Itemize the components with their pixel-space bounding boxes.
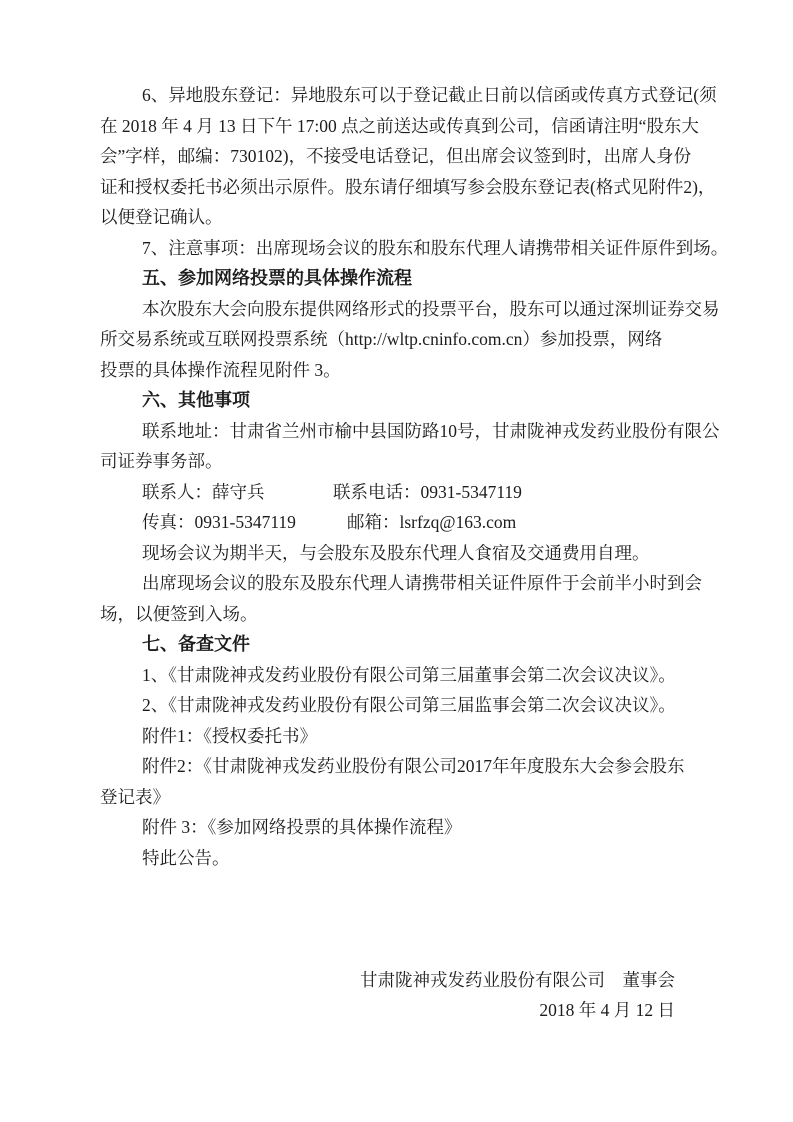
text-line: 6、异地股东登记：异地股东可以于登记截止日前以信函或传真方式登记(须 [142, 85, 717, 105]
section-heading: 五、参加网络投票的具体操作流程 [142, 268, 412, 288]
text-line: 场，以便签到入场。 [100, 603, 258, 624]
blank-line [100, 873, 698, 904]
text-line: 本次股东大会向股东提供网络形式的投票平台，股东可以通过深圳证券交易 [142, 298, 720, 319]
text-line: 特此公告。 [142, 847, 230, 868]
text-line: 附件1：《授权委托书》 [142, 725, 317, 746]
contact-field-left: 传真：0931-5347119 [142, 512, 296, 532]
text-line: 附件 3：《参加网络投票的具体操作流程》 [142, 817, 462, 837]
contact-field-right: 邮箱：lsrfzq@163.com [347, 512, 517, 532]
text-line [100, 507, 698, 538]
blank-line [100, 904, 698, 935]
text-line: 登记表》 [100, 786, 170, 807]
text-line [100, 477, 698, 508]
text-line: 7、注意事项：出席现场会议的股东和股东代理人请携带相关证件原件到场。 [142, 237, 729, 258]
text-line: 2、《甘肃陇神戎发药业股份有限公司第三届监事会第二次会议决议》。 [142, 695, 676, 715]
text-line: 现场会议为期半天，与会股东及股东代理人食宿及交通费用自理。 [142, 542, 650, 563]
signature-date: 2018 年 4 月 12 日 [539, 1000, 675, 1020]
section-heading: 六、其他事项 [142, 390, 250, 410]
text-line: 投票的具体操作流程见附件 3。 [100, 359, 341, 380]
section-heading: 七、备查文件 [142, 634, 250, 654]
body-lines [100, 80, 729, 965]
text-line: 所交易系统或互联网投票系统（http://wltp.cninfo.com.cn）参加投票，网络 [100, 329, 663, 349]
text-line: 以便登记确认。 [100, 207, 223, 227]
blank-line [100, 934, 698, 965]
signature-company: 甘肃陇神戎发药业股份有限公司 董事会 [360, 969, 675, 990]
contact-field-right: 联系电话：0931-5347119 [333, 481, 522, 502]
text-line: 1、《甘肃陇神戎发药业股份有限公司第三届董事会第二次会议决议》。 [142, 664, 676, 685]
text-line: 出席现场会议的股东及股东代理人请携带相关证件原件于会前半小时到会 [142, 573, 702, 593]
text-line: 司证券事务部。 [100, 451, 223, 471]
text-line: 联系地址：甘肃省兰州市榆中县国防路10号，甘肃陇神戎发药业股份有限公 [142, 420, 720, 441]
text-line: 证和授权委托书必须出示原件。股东请仔细填写参会股东登记表(格式见附件2)， [100, 176, 716, 197]
text-line: 在 2018 年 4 月 13 日下午 17:00 点之前送达或传真到公司，信函请注明“股东大 [100, 115, 699, 136]
contact-field-left: 联系人：薛守兵 [142, 481, 265, 502]
text-line: 会”字样，邮编：730102)，不接受电话登记，但出席会议签到时，出席人身份 [100, 146, 692, 166]
text-line: 附件2：《甘肃陇神戎发药业股份有限公司2017年年度股东大会参会股东 [142, 756, 685, 776]
